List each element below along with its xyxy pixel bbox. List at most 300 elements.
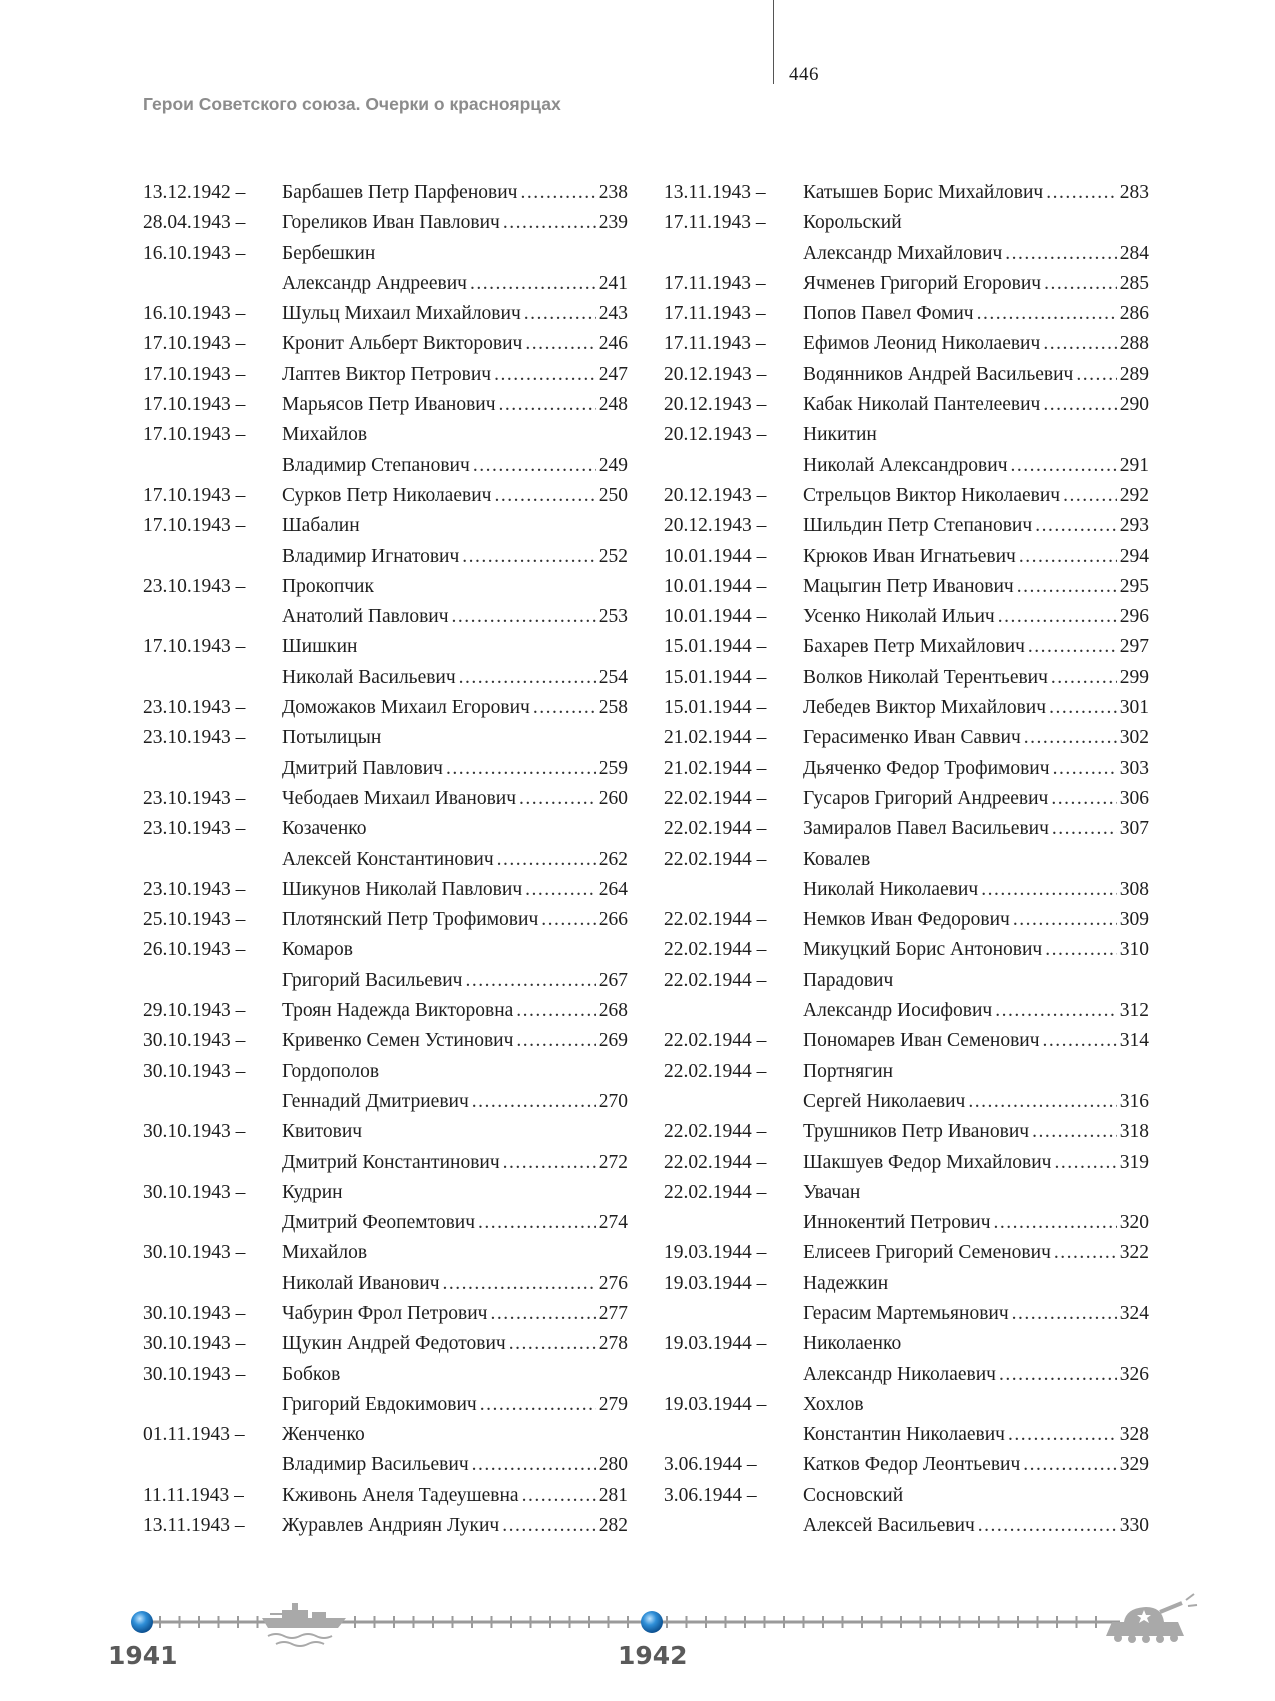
entry-name	[282, 814, 628, 844]
index-entry	[143, 784, 628, 814]
hero-name: Шакшуев Федор Михайлович	[803, 1151, 1052, 1173]
page-ref: 320	[1119, 1212, 1149, 1234]
dot-leader	[1044, 269, 1117, 299]
hero-name: Щукин Андрей Федотович	[282, 1333, 506, 1355]
dot-leader	[1017, 572, 1117, 602]
entry-name	[803, 754, 1149, 784]
index-entry	[143, 360, 628, 390]
entry-line	[143, 996, 628, 1026]
entry-date	[143, 269, 282, 299]
dot-leader	[1051, 663, 1117, 693]
dot-leader	[452, 602, 596, 632]
entry-line	[664, 632, 1149, 662]
hero-name: Николай Иванович	[282, 1272, 440, 1294]
page-ref: 269	[598, 1030, 628, 1052]
entry-name	[282, 723, 628, 753]
page-ref: 268	[598, 1000, 628, 1022]
hero-name: Дмитрий Константинович	[282, 1151, 500, 1173]
index-entry	[143, 996, 628, 1026]
entry-line	[664, 814, 1149, 844]
hero-name: Женченко	[282, 1424, 365, 1446]
entry-line	[664, 602, 1149, 632]
entry-name	[282, 1360, 628, 1390]
entry-line	[664, 390, 1149, 420]
entry-date: 13.11.1943 –	[664, 182, 766, 203]
entry-name	[803, 1390, 1149, 1420]
entry-date: 17.10.1943 –	[143, 484, 246, 506]
index-entry	[664, 1481, 1149, 1542]
hero-name: Квитович	[282, 1121, 363, 1143]
dot-leader	[520, 178, 595, 208]
entry-date: 3.06.1944 –	[664, 1454, 757, 1476]
entry-name	[803, 360, 1149, 390]
entry-line	[143, 663, 628, 693]
entry-date	[143, 602, 282, 632]
entry-date: 22.02.1944 –	[664, 818, 767, 840]
dot-leader	[981, 875, 1117, 905]
hero-name: Замиралов Павел Васильевич	[803, 818, 1049, 840]
index-entry	[664, 1117, 1149, 1147]
entry-date: 15.01.1944 –	[664, 666, 767, 688]
page-ref: 246	[598, 333, 628, 355]
dot-leader	[499, 390, 596, 420]
entry-date: 22.02.1944 –	[664, 1030, 767, 1052]
entry-date	[664, 451, 803, 481]
index-entry	[664, 420, 1149, 481]
hero-name: Дмитрий Павлович	[282, 757, 443, 779]
entry-line	[664, 1238, 1149, 1268]
hero-name: Михайлов	[282, 424, 368, 446]
dot-leader	[494, 360, 596, 390]
entry-name	[282, 1329, 628, 1359]
entry-date: 22.02.1944 –	[664, 848, 767, 870]
entry-name	[282, 1208, 628, 1238]
index-entry	[664, 632, 1149, 662]
entry-line	[664, 178, 1149, 208]
index-entry	[664, 178, 1149, 208]
entry-line	[143, 269, 628, 299]
entry-name	[282, 1450, 628, 1480]
dot-leader	[1035, 511, 1117, 541]
entry-line	[664, 542, 1149, 572]
hero-name: Портнягин	[803, 1060, 894, 1082]
dot-leader	[509, 1329, 596, 1359]
entry-line	[143, 1238, 628, 1268]
index-entry	[664, 693, 1149, 723]
entry-line	[143, 754, 628, 784]
page-ref: 330	[1119, 1515, 1149, 1537]
entry-line	[143, 451, 628, 481]
entry-name	[282, 481, 628, 511]
page-ref: 274	[598, 1212, 628, 1234]
index-entry	[664, 754, 1149, 784]
hero-name: Барбашев Петр Парфенович	[282, 182, 518, 203]
entry-line	[143, 1148, 628, 1178]
index-entry	[143, 1057, 628, 1118]
dot-leader	[522, 1481, 596, 1511]
page-ref: 270	[598, 1090, 628, 1112]
entry-name	[803, 1329, 1149, 1359]
dot-leader	[1054, 1238, 1117, 1268]
dot-leader	[541, 905, 595, 935]
page-ref: 290	[1119, 394, 1149, 416]
hero-name: Кудрин	[282, 1181, 343, 1203]
index-entry	[143, 1178, 628, 1239]
index-entry	[664, 1148, 1149, 1178]
index-entry	[664, 1390, 1149, 1451]
index-entry	[664, 269, 1149, 299]
entry-name	[803, 329, 1149, 359]
entry-date: 23.10.1943 –	[143, 787, 246, 809]
page-ref: 303	[1119, 757, 1149, 779]
entry-date: 23.10.1943 –	[143, 727, 246, 749]
entry-name	[282, 602, 628, 632]
entry-line	[664, 208, 1149, 238]
dot-leader	[462, 542, 595, 572]
index-entry	[664, 299, 1149, 329]
hero-name: Марьясов Петр Иванович	[282, 394, 496, 416]
entry-line	[664, 1208, 1149, 1238]
hero-name: Александр Андреевич	[282, 272, 467, 294]
hero-name: Стрельцов Виктор Николаевич	[803, 484, 1061, 506]
entry-line	[664, 723, 1149, 753]
index-entry	[143, 814, 628, 875]
page-ref: 289	[1119, 363, 1149, 385]
dot-leader	[1049, 693, 1117, 723]
dot-leader	[998, 602, 1117, 632]
entry-date: 19.03.1944 –	[664, 1333, 767, 1355]
dot-leader	[1054, 1148, 1116, 1178]
entry-name	[803, 451, 1149, 481]
index-entry	[143, 390, 628, 420]
dot-leader	[503, 1148, 596, 1178]
entry-name	[803, 1178, 1149, 1208]
entry-name	[282, 1178, 628, 1208]
page-ref: 301	[1119, 697, 1149, 719]
right-index-column	[664, 178, 1149, 1541]
entry-date: 10.01.1944 –	[664, 606, 767, 628]
entry-date	[143, 1450, 282, 1480]
hero-name: Константин Николаевич	[803, 1424, 1005, 1446]
entry-name	[803, 299, 1149, 329]
hero-name: Николаенко	[803, 1333, 902, 1355]
index-entry	[143, 208, 628, 238]
entry-line	[664, 784, 1149, 814]
entry-line	[664, 572, 1149, 602]
dot-leader	[497, 845, 596, 875]
page-ref: 241	[598, 272, 628, 294]
entry-line	[664, 239, 1149, 269]
entry-name	[803, 1208, 1149, 1238]
page-ref: 259	[598, 757, 628, 779]
index-entry	[143, 1420, 628, 1481]
hero-name: Александр Николаевич	[803, 1363, 996, 1385]
entry-name	[803, 1299, 1149, 1329]
entry-line	[664, 1420, 1149, 1450]
entry-date: 21.02.1944 –	[664, 727, 767, 749]
hero-name: Пономарев Иван Семенович	[803, 1030, 1040, 1052]
hero-name: Герасим Мартемьянович	[803, 1302, 1009, 1324]
page-ref: 276	[598, 1272, 628, 1294]
entry-date: 19.03.1944 –	[664, 1272, 767, 1294]
dot-leader	[1005, 239, 1116, 269]
dot-leader	[490, 1299, 595, 1329]
ship-icon	[262, 1603, 346, 1646]
entry-date: 30.10.1943 –	[143, 1363, 246, 1385]
entry-line	[664, 299, 1149, 329]
page-ref: 280	[598, 1454, 628, 1476]
page-ref: 266	[598, 909, 628, 931]
entry-name	[282, 1057, 628, 1087]
entry-date: 22.02.1944 –	[664, 1121, 767, 1143]
entry-name	[803, 966, 1149, 996]
entry-name	[282, 1148, 628, 1178]
dot-leader	[1043, 390, 1116, 420]
entry-date: 22.02.1944 –	[664, 909, 767, 931]
hero-name: Катышев Борис Михайлович	[803, 182, 1044, 203]
dot-leader	[1052, 814, 1117, 844]
entry-date	[143, 1269, 282, 1299]
entry-name	[282, 572, 628, 602]
page-ref: 252	[598, 545, 628, 567]
dot-leader	[999, 1360, 1117, 1390]
entry-name	[803, 632, 1149, 662]
page-ref: 248	[598, 394, 628, 416]
entry-date	[664, 1299, 803, 1329]
page-ref: 238	[598, 182, 628, 203]
hero-name: Геннадий Дмитриевич	[282, 1090, 469, 1112]
hero-name: Шишкин	[282, 636, 358, 658]
dot-leader	[1046, 178, 1117, 208]
hero-name: Михайлов	[282, 1242, 368, 1264]
index-entry	[664, 481, 1149, 511]
entry-line	[143, 905, 628, 935]
dot-leader	[525, 875, 596, 905]
index-entry	[664, 935, 1149, 965]
hero-name: Шильдин Петр Степанович	[803, 515, 1033, 537]
hero-name: Водянников Андрей Васильевич	[803, 363, 1074, 385]
index-entry	[143, 178, 628, 208]
page-ref: 278	[598, 1333, 628, 1355]
entry-line	[143, 208, 628, 238]
dot-leader	[533, 693, 596, 723]
page-ref: 322	[1119, 1242, 1149, 1264]
entry-date: 23.10.1943 –	[143, 575, 246, 597]
hero-name: Ячменев Григорий Егорович	[803, 272, 1042, 294]
entry-line	[143, 1420, 628, 1450]
index-entry	[143, 1238, 628, 1299]
entry-name	[803, 784, 1149, 814]
dot-leader	[968, 1087, 1116, 1117]
entry-name	[803, 178, 1149, 208]
entry-date: 23.10.1943 –	[143, 818, 246, 840]
hero-name: Григорий Васильевич	[282, 969, 463, 991]
index-entry	[143, 572, 628, 633]
dot-leader	[977, 299, 1117, 329]
entry-line	[143, 420, 628, 450]
hero-name: Козаченко	[282, 818, 367, 840]
page-ref: 293	[1119, 515, 1149, 537]
index-entry	[143, 693, 628, 723]
entry-name	[803, 1087, 1149, 1117]
hero-name: Журавлев Андриян Лукич	[282, 1515, 500, 1537]
index-entry	[664, 208, 1149, 269]
page-ref: 262	[598, 848, 628, 870]
entry-line	[143, 1087, 628, 1117]
dot-leader	[1043, 329, 1116, 359]
dot-leader	[519, 784, 596, 814]
dot-leader	[459, 663, 596, 693]
entry-name	[803, 1481, 1149, 1511]
page-ref: 250	[598, 484, 628, 506]
index-entry	[143, 1117, 628, 1178]
page-ref: 291	[1119, 454, 1149, 476]
entry-date: 22.02.1944 –	[664, 1060, 767, 1082]
hero-name: Николай Николаевич	[803, 878, 979, 900]
page-ref: 328	[1119, 1424, 1149, 1446]
dot-leader	[1011, 451, 1117, 481]
hero-name: Троян Надежда Викторовна	[282, 1000, 514, 1022]
entry-date	[143, 1390, 282, 1420]
hero-name: Анатолий Павлович	[282, 606, 449, 628]
entry-line	[143, 1329, 628, 1359]
hero-name: Шабалин	[282, 515, 360, 537]
page-ref: 264	[598, 878, 628, 900]
page-ref: 306	[1119, 787, 1149, 809]
page-ref: 302	[1119, 727, 1149, 749]
index-entry	[143, 1481, 628, 1511]
hero-name: Чабурин Фрол Петрович	[282, 1302, 488, 1324]
entry-name	[803, 420, 1149, 450]
entry-line	[143, 1390, 628, 1420]
page-ref: 284	[1119, 242, 1149, 264]
entry-line	[664, 905, 1149, 935]
index-entry	[664, 905, 1149, 935]
entry-date: 17.10.1943 –	[143, 394, 246, 416]
hero-name: Григорий Евдокимович	[282, 1393, 477, 1415]
entry-name	[803, 269, 1149, 299]
page-ref: 272	[598, 1151, 628, 1173]
entry-line	[664, 511, 1149, 541]
entry-line	[143, 572, 628, 602]
entry-line	[143, 1057, 628, 1087]
entry-date	[664, 875, 803, 905]
hero-name: Кабак Николай Пантелеевич	[803, 394, 1041, 416]
entry-date: 30.10.1943 –	[143, 1242, 246, 1264]
dot-leader	[1012, 1299, 1117, 1329]
entry-date	[664, 1087, 803, 1117]
hero-name: Надежкин	[803, 1272, 889, 1294]
page-ref: 299	[1119, 666, 1149, 688]
index-entry	[143, 481, 628, 511]
entry-name	[282, 239, 628, 269]
entry-name	[803, 723, 1149, 753]
entry-line	[143, 632, 628, 662]
hero-name: Бербешкин	[282, 242, 376, 264]
dot-leader	[480, 1390, 596, 1420]
entry-name	[282, 1269, 628, 1299]
page-ref: 260	[598, 787, 628, 809]
hero-name: Хохлов	[803, 1393, 864, 1415]
entry-line	[664, 875, 1149, 905]
index-entry	[664, 602, 1149, 632]
entry-line	[143, 966, 628, 996]
hero-name: Кривенко Семен Устинович	[282, 1030, 514, 1052]
page-ref: 295	[1119, 575, 1149, 597]
entry-date	[143, 1087, 282, 1117]
year-marker-1941	[131, 1611, 153, 1633]
page-ref: 279	[598, 1393, 628, 1415]
dot-leader	[994, 1208, 1117, 1238]
entry-name	[282, 935, 628, 965]
entry-name	[282, 1026, 628, 1056]
entry-date: 30.10.1943 –	[143, 1302, 246, 1324]
page-ref: 258	[598, 697, 628, 719]
page-ref: 249	[598, 454, 628, 476]
index-entry	[664, 663, 1149, 693]
entry-line	[143, 360, 628, 390]
entry-name	[282, 1087, 628, 1117]
entry-line	[664, 1450, 1149, 1480]
index-entry	[143, 239, 628, 300]
entry-line	[143, 1117, 628, 1147]
entry-line	[664, 269, 1149, 299]
dot-leader	[472, 1087, 596, 1117]
entry-line	[664, 329, 1149, 359]
entry-line	[143, 814, 628, 844]
hero-name: Комаров	[282, 939, 353, 961]
index-entry	[143, 1511, 628, 1541]
dot-leader	[472, 1450, 596, 1480]
index-entry	[664, 1026, 1149, 1056]
index-entry	[664, 723, 1149, 753]
entry-date: 20.12.1943 –	[664, 484, 767, 506]
entry-name	[803, 1420, 1149, 1450]
entry-name	[803, 1148, 1149, 1178]
entry-name	[282, 966, 628, 996]
entry-line	[143, 1269, 628, 1299]
dot-leader	[470, 269, 596, 299]
entry-name	[282, 299, 628, 329]
page-ref: 324	[1119, 1302, 1149, 1324]
hero-name: Герасименко Иван Саввич	[803, 727, 1021, 749]
entry-name	[282, 784, 628, 814]
page-ref: 288	[1119, 333, 1149, 355]
entry-line	[664, 1329, 1149, 1359]
dot-leader	[1063, 481, 1117, 511]
index-entry	[664, 1269, 1149, 1330]
entry-date: 17.10.1943 –	[143, 333, 246, 355]
hero-name: Попов Павел Фомич	[803, 303, 974, 325]
index-entry	[664, 814, 1149, 844]
hero-name: Ефимов Леонид Николаевич	[803, 333, 1041, 355]
entry-name	[282, 451, 628, 481]
hero-name: Корольский	[803, 212, 902, 234]
entry-line	[143, 542, 628, 572]
entry-line	[664, 1511, 1149, 1541]
page-ref: 247	[598, 363, 628, 385]
tank-icon	[1106, 1594, 1197, 1643]
entry-line	[143, 1360, 628, 1390]
index-entry	[664, 1057, 1149, 1118]
entry-name	[282, 754, 628, 784]
entry-date: 15.01.1944 –	[664, 697, 767, 719]
hero-name: Гусаров Григорий Андреевич	[803, 787, 1049, 809]
hero-name: Трушников Петр Иванович	[803, 1121, 1030, 1143]
entry-date: 23.10.1943 –	[143, 697, 246, 719]
hero-name: Плотянский Петр Трофимович	[282, 909, 539, 931]
entry-line	[664, 845, 1149, 875]
